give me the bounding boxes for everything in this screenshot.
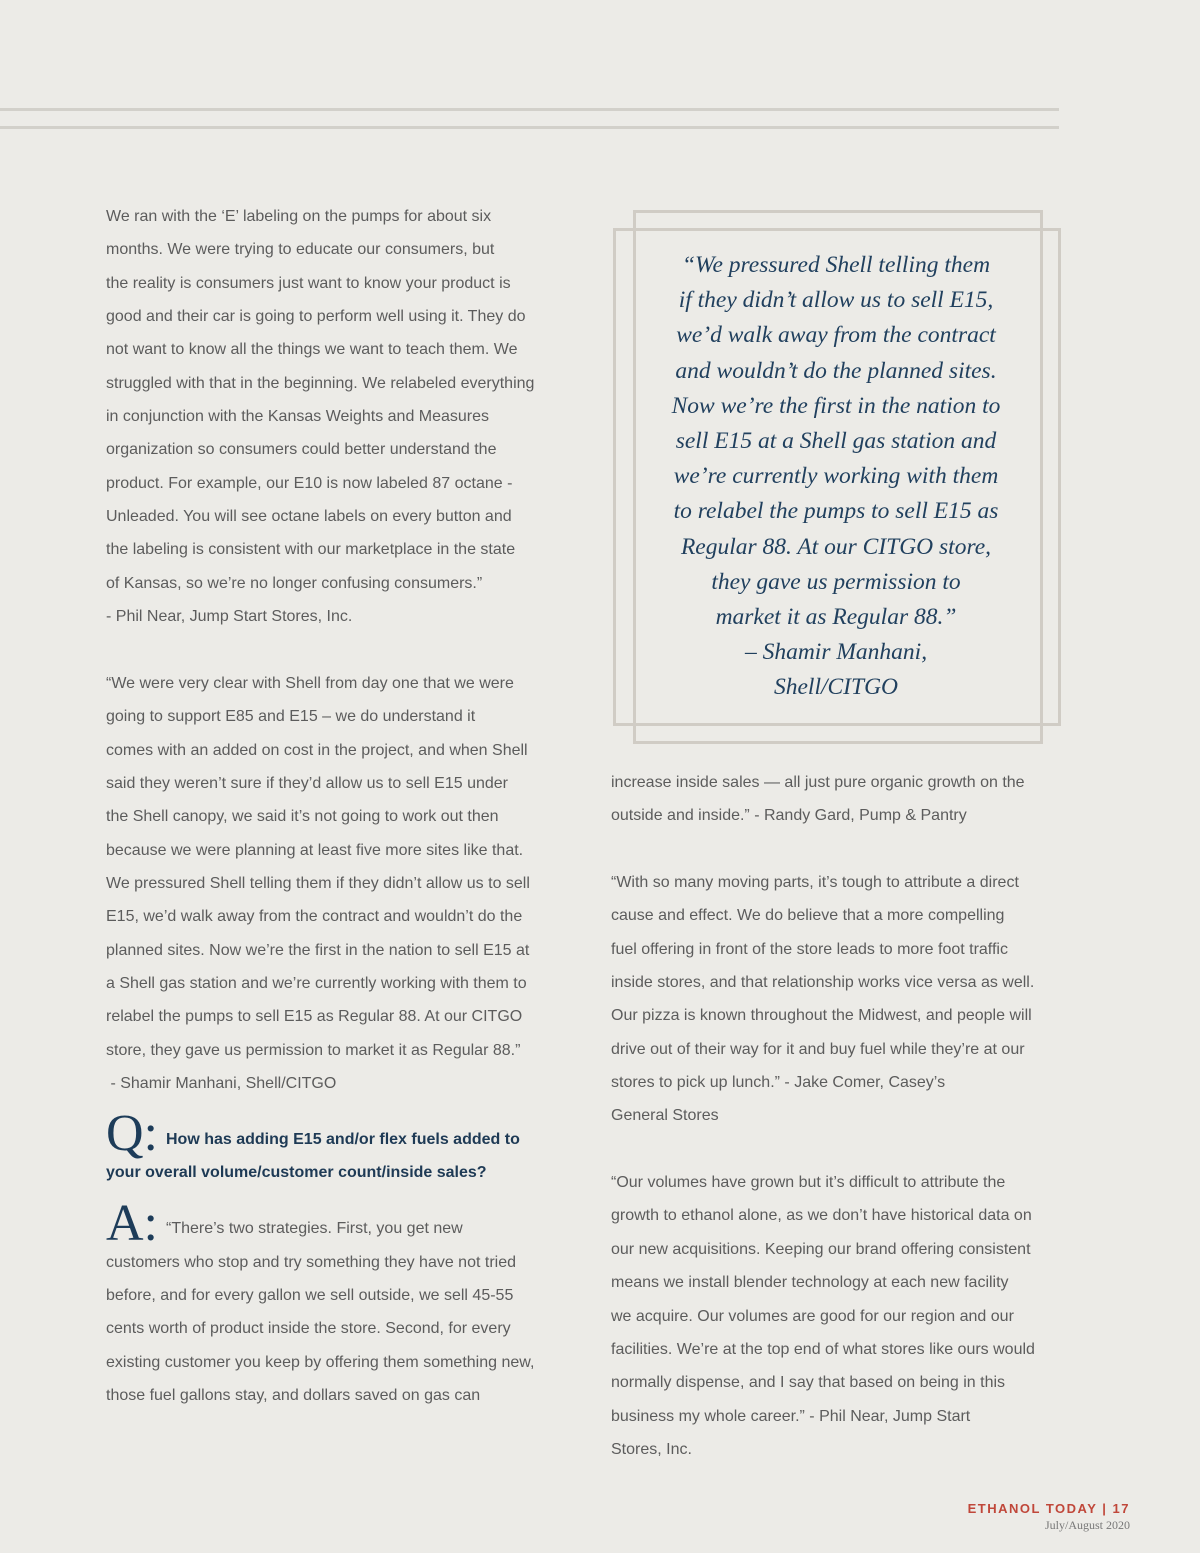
- text-line: the labeling is consistent with our marketplace in the state: [106, 541, 516, 559]
- text-line: We ran with the ‘E’ labeling on the pumps for about six: [106, 208, 492, 225]
- text-line: increase inside sales — all just pure organic growth on the: [611, 774, 1025, 791]
- footer-issue-date: July/August 2020: [1044, 1518, 1130, 1532]
- text-line: months. We were trying to educate our consumers, but: [106, 241, 495, 259]
- text-line: of Kansas, so we’re no longer confusing consumers.”: [106, 574, 483, 592]
- text-line: cents worth of product inside the store. Second, for every: [106, 1320, 511, 1338]
- pull-quote-line: we’d walk away from the contract: [676, 322, 996, 349]
- paragraph-randy-gard: [611, 766, 1071, 833]
- pull-quote-line: “We pressured Shell telling them: [681, 252, 991, 278]
- text-line: “We were very clear with Shell from day one that we were: [106, 674, 514, 692]
- text-line: said they weren’t sure if they’d allow us to sell E15 under: [106, 774, 508, 792]
- header-rule-bottom: [0, 126, 1059, 129]
- text-line: customers who stop and try something they have not tried: [106, 1253, 516, 1271]
- question-block: [106, 1105, 566, 1189]
- paragraph-jake-comer: [611, 866, 1071, 1133]
- text-line: the Shell canopy, we said it’s not going to work out then: [106, 808, 499, 826]
- text-line: planned sites. Now we’re the first in the nation to sell E15 at: [106, 941, 530, 959]
- attribution: outside and inside.” - Randy Gard, Pump & Pantry: [611, 807, 967, 825]
- text-line: cause and effect. We do believe that a more compelling: [611, 907, 1005, 925]
- left-column: [106, 200, 566, 1412]
- attribution: - Shamir Manhani, Shell/CITGO: [106, 1074, 337, 1092]
- pull-quote-line: to relabel the pumps to sell E15 as: [673, 498, 999, 525]
- pull-quote-line: Regular 88. At our CITGO store,: [680, 533, 992, 560]
- paragraph-gap: [106, 633, 566, 666]
- header-rule-top: [0, 108, 1059, 111]
- text-line: business my whole career.” - Phil Near, Jump Start: [611, 1407, 971, 1425]
- text-line: Our pizza is known throughout the Midwest, and people will: [611, 1007, 1032, 1025]
- q-drop-letter: Q:: [106, 1105, 158, 1163]
- text-line: product. For example, our E10 is now labeled 87 octane -: [106, 474, 513, 492]
- text-line: good and their car is going to perform well using it. They do: [106, 308, 526, 326]
- paragraph-phil-near-2: [611, 1166, 1071, 1466]
- text-line: we acquire. Our volumes are good for our region and our: [611, 1307, 1014, 1325]
- text-line: “Our volumes have grown but it’s difficult to attribute the: [611, 1174, 1006, 1192]
- question-first-line: [106, 1105, 566, 1163]
- text-line: inside stores, and that relationship works vice versa as well.: [611, 974, 1035, 992]
- text-line: struggled with that in the beginning. We relabeled everything: [106, 374, 535, 392]
- answer-first-line: [106, 1194, 566, 1252]
- pull-quote-line: if they didn’t allow us to sell E15,: [678, 287, 994, 314]
- text-line: going to support E85 and E15 – we do understand it: [106, 708, 476, 726]
- text-line: our new acquisitions. Keeping our brand offering consistent: [611, 1240, 1031, 1258]
- text-line: E15, we’d walk away from the contract and wouldn’t do the: [106, 908, 523, 926]
- attribution: Stores, Inc.: [611, 1440, 692, 1458]
- text-line: fuel offering in front of the store leads to more foot traffic: [611, 940, 1008, 958]
- pull-quote-line: sell E15 at a Shell gas station and: [675, 428, 997, 455]
- right-column: [611, 766, 1071, 1466]
- text-line: comes with an added on cost in the project, and when Shell: [106, 741, 528, 759]
- pull-quote: [640, 248, 1032, 706]
- text-line: not want to know all the things we want to teach them. We: [106, 341, 518, 359]
- text-line: in conjunction with the Kansas Weights and Measures: [106, 408, 490, 426]
- text-line: We pressured Shell telling them if they didn’t allow us to sell: [106, 874, 530, 892]
- text-line: because we were planning at least five more sites like that.: [106, 841, 524, 859]
- question-text-1: How has adding E15 and/or flex fuels added to: [166, 1130, 520, 1148]
- quote-shamir-manhani: [106, 667, 566, 1100]
- answer-block: [106, 1194, 566, 1413]
- question-text-2: your overall volume/customer count/inside sales?: [106, 1164, 487, 1182]
- pull-quote-line: we’re currently working with them: [673, 463, 999, 490]
- text-line: before, and for every gallon we sell outside, we sell 45-55: [106, 1286, 514, 1304]
- text-line: stores to pick up lunch.” - Jake Comer, Casey’s: [611, 1074, 946, 1092]
- text-line: the reality is consumers just want to know your product is: [106, 274, 511, 292]
- text-line: drive out of their way for it and buy fuel while they’re at our: [611, 1040, 1025, 1058]
- pull-quote-line: market it as Regular 88.”: [715, 604, 957, 631]
- text-line: facilities. We’re at the top end of what stores like ours would: [611, 1340, 1035, 1358]
- footer-publication-page: ETHANOL TODAY | 17: [967, 1501, 1130, 1516]
- pull-quote-line: they gave us permission to: [711, 568, 961, 595]
- pull-quote-attribution: – Shamir Manhani,: [744, 639, 928, 666]
- quote-phil-near-1: [106, 200, 566, 633]
- attribution: General Stores: [611, 1107, 719, 1125]
- attribution: - Phil Near, Jump Start Stores, Inc.: [106, 608, 353, 626]
- pull-quote-attribution: Shell/CITGO: [773, 674, 899, 701]
- text-line: relabel the pumps to sell E15 as Regular 88. At our CITGO: [106, 1008, 523, 1026]
- text-line: existing customer you keep by offering them something new,: [106, 1353, 535, 1371]
- paragraph-gap: [611, 1133, 1071, 1166]
- text-line: means we install blender technology at each new facility: [611, 1274, 1009, 1292]
- text-line: store, they gave us permission to market it as Regular 88.”: [106, 1041, 521, 1059]
- text-line: a Shell gas station and we’re currently working with them to: [106, 974, 527, 992]
- a-drop-letter: A:: [106, 1194, 158, 1252]
- text-line: growth to ethanol alone, as we don’t have historical data on: [611, 1207, 1032, 1225]
- pull-quote-line: and wouldn’t do the planned sites.: [675, 357, 997, 384]
- text-line: “With so many moving parts, it’s tough to attribute a direct: [611, 874, 1019, 892]
- text-line: organization so consumers could better understand the: [106, 441, 497, 459]
- text-line: normally dispense, and I say that based on being in this: [611, 1374, 1006, 1392]
- answer-text-1: “There’s two strategies. First, you get new: [166, 1220, 463, 1238]
- text-line: Unleaded. You will see octane labels on every button and: [106, 508, 512, 526]
- paragraph-gap: [611, 833, 1071, 866]
- text-line: those fuel gallons stay, and dollars saved on gas can: [106, 1387, 481, 1404]
- pull-quote-line: Now we’re the first in the nation to: [671, 392, 1001, 419]
